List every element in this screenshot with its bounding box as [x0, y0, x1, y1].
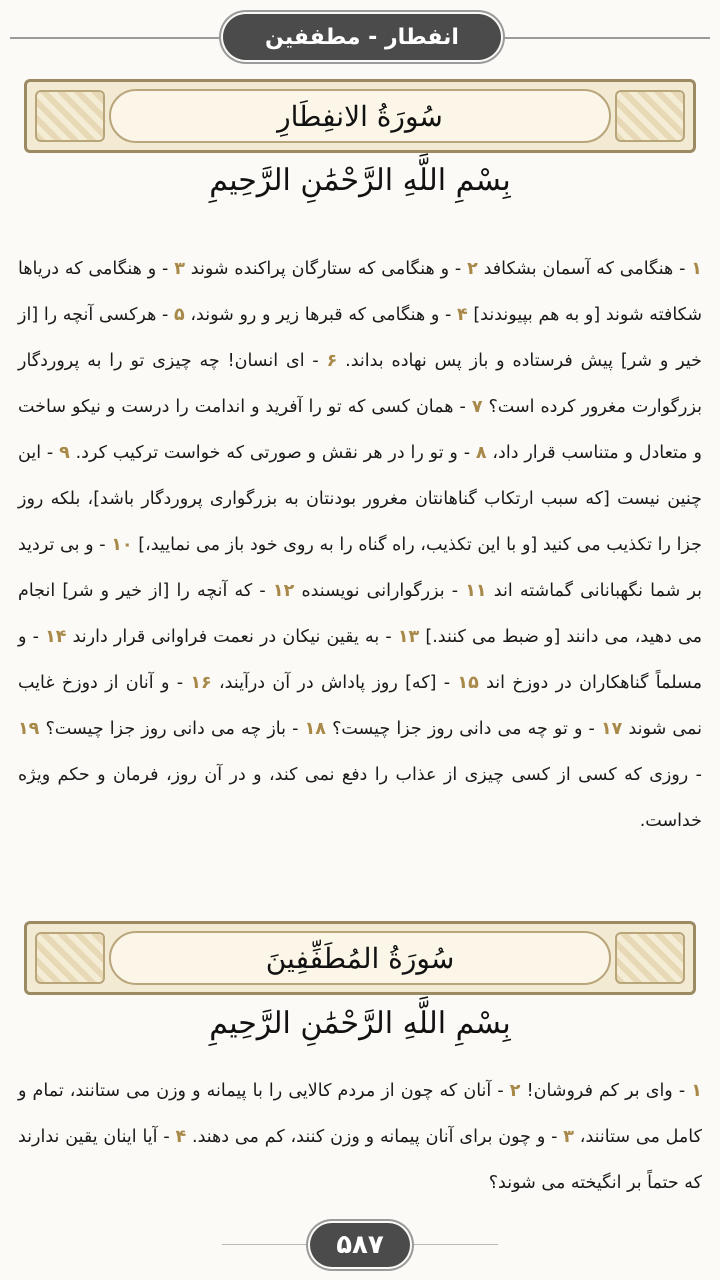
surah-title-cartouche [109, 89, 611, 143]
verse-text: و آنان از دوزخ غایب نمی شوند [18, 673, 702, 739]
verse-number: ۱۲ [272, 581, 295, 601]
verse-number: ۱۸ [304, 719, 326, 739]
verse-text: هرکسی آنچه را [از خیر و شر] پیش فرستاده و باز پس نهاده بداند. [18, 305, 702, 371]
verse-text: و مسلماً گناهکاران در دوزخ اند [18, 627, 702, 693]
verse-number: ۲ [467, 259, 478, 279]
verse-number: ۷ [471, 397, 483, 417]
verse-text: بزرگوارانی نویسنده [301, 581, 445, 601]
page-title: انفطار - مطففین [265, 24, 459, 50]
surah-header-frame [24, 79, 696, 153]
footer-rule-right [414, 1244, 498, 1245]
verse-text: و تو چه می دانی روز جزا چیست؟ [332, 719, 583, 739]
verse-text: آیا اینان یقین ندارند که حتماً بر انگیخته می شوند؟ [18, 1127, 702, 1193]
verse-number: ۵ [173, 305, 185, 325]
surah-title: سُورَةُ الانفِطَارِ [277, 99, 443, 133]
verse-text: و بی تردید بر شما نگهبانانی گماشته اند [18, 535, 702, 601]
verse-number: ۱۵ [457, 673, 479, 693]
verse-text: و چون برای آنان پیمانه و وزن کنند، کم می دهند. [192, 1127, 546, 1147]
surah-text: ۱ - هنگامی که آسمان بشکافد ۲ - و هنگامی که ستارگان پراکنده شوند ۳ - و هنگامی که دریاها شکافته شوند [و به هم بپیوندند] ۴ - و هنگامی که قبرها زیر و رو شوند، ۵ - هرکسی آنچه را [از خیر و شر] پیش فرستاده و باز پس نهاده بداند. ۶ - ای انسان! چه چیزی تو را به پروردگار بزرگوارت مغرور کرده است؟ ۷ - همان کسی که تو را آفرید و اندامت را درست و نیکو ساخت و متعادل و متناسب قرار داد، ۸ - و تو را در هر نقش و صورتی که خواست ترکیب کرد. ۹ - این چنین نیست [که سبب ارتکاب گناهانتان مغرور بودنتان به بزرگواری پروردگار باشد]، بلکه روز جزا را تکذیب می کنید [و با این تکذیب، راه گناه را به روی خود باز می نمایید،] ۱۰ - و بی تردید بر شما نگهبانانی گماشته اند ۱۱ - بزرگوارانی نویسنده ۱۲ - که آنچه را [از خیر و شر] انجام می دهید، می دانند [و ضبط می کنند.] ۱۳ - به یقین نیکان در نعمت فراوانی قرار دارند ۱۴ - و مسلماً گناهکاران در دوزخ اند ۱۵ - [که] روز پاداش در آن درآیند، ۱۶ - و آنان از دوزخ غایب نمی شوند ۱۷ - و تو چه می دانی روز جزا چیست؟ ۱۸ - باز چه می دانی روز جزا چیست؟ ۱۹ - روزی که کسی از کسی چیزی از عذاب را دفع نمی کند، و در آن روز، فرمان و حکم ویژه خداست. [18, 259, 702, 831]
verse-text: آنان که چون از مردم کالایی را با پیمانه و وزن می ستانند، تمام و کامل می ستانند، [18, 1081, 702, 1147]
verse-number: ۱۹ [18, 719, 40, 739]
page-header-badge [223, 14, 501, 60]
verse-number: ۴ [175, 1127, 187, 1147]
ornament-right-icon [615, 90, 685, 142]
verse-number: ۳ [563, 1127, 574, 1147]
verse-text: و هنگامی که دریاها شکافته شوند [و به هم بپیوندند] [18, 259, 702, 325]
verse-number: ۱ [691, 1081, 702, 1101]
verse-number: ۱۱ [465, 581, 487, 601]
verse-text: باز چه می دانی روز جزا چیست؟ [45, 719, 287, 739]
verse-text: [که] روز پاداش در آن درآیند، [219, 673, 437, 693]
verse-number: ۱۴ [45, 627, 67, 647]
header-rule-right [504, 37, 710, 39]
verse-number: ۶ [326, 351, 338, 371]
verse-number: ۹ [59, 443, 70, 463]
ornament-left-icon [35, 90, 105, 142]
verse-text: که آنچه را [از خیر و شر] انجام می دهید، می دانند [و ضبط می کنند.] [18, 581, 702, 647]
verse-number: ۳ [174, 259, 185, 279]
page-number: ۵۸۷ [336, 1230, 384, 1260]
verse-text: و هنگامی که ستارگان پراکنده شوند [190, 259, 450, 279]
verse-number: ۱۳ [397, 627, 420, 647]
verse-number: ۱ [691, 259, 702, 279]
verse-text: و تو را در هر نقش و صورتی که خواست ترکیب کرد. [75, 443, 458, 463]
verse-number: ۸ [475, 443, 487, 463]
verse-text: روزی که کسی از کسی چیزی از عذاب را دفع نمی کند، و در آن روز، فرمان و حکم ویژه خداست. [18, 765, 702, 831]
ornament-right-icon [615, 932, 685, 984]
verse-number: ۱۷ [600, 719, 623, 739]
basmala: بِسْمِ اللَّهِ الرَّحْمَٰنِ الرَّحِيمِ [209, 163, 511, 198]
verse-number: ۱۰ [111, 535, 133, 555]
footer-rule-left [222, 1244, 306, 1245]
verse-text: همان کسی که تو را آفرید و اندامت را درست و نیکو ساخت و متعادل و متناسب قرار داد، [18, 397, 702, 463]
verse-text: به یقین نیکان در نعمت فراوانی قرار دارند [72, 627, 380, 647]
verse-number: ۲ [509, 1081, 521, 1101]
basmala: بِسْمِ اللَّهِ الرَّحْمَٰنِ الرَّحِيمِ [209, 1006, 511, 1041]
verse-number: ۴ [456, 305, 468, 325]
verse-number: ۱۶ [190, 673, 212, 693]
verse-text: هنگامی که آسمان بشکافد [483, 259, 674, 279]
ornament-left-icon [35, 932, 105, 984]
surah-header-frame [24, 921, 696, 995]
verse-text: ای انسان! چه چیزی تو را به پروردگار بزرگوارت مغرور کرده است؟ [18, 351, 702, 417]
verse-text: و هنگامی که قبرها زیر و رو شوند، [190, 305, 440, 325]
surah-title: سُورَةُ المُطَفِّفِينَ [265, 941, 455, 975]
surah-text: ۱ - وای بر کم فروشان! ۲ - آنان که چون از مردم کالایی را با پیمانه و وزن می ستانند، تمام و کامل می ستانند، ۳ - و چون برای آنان پیمانه و وزن کنند، کم می دهند. ۴ - آیا اینان یقین ندارند که حتماً بر انگیخته می شوند؟ [18, 1081, 702, 1193]
verse-text: وای بر کم فروشان! [526, 1081, 673, 1101]
verse-text: این چنین نیست [که سبب ارتکاب گناهانتان مغرور بودنتان به بزرگواری پروردگار باشد]، بلکه روز جزا را تکذیب می کنید [و با این تکذیب، راه گناه را به روی خود باز می نمایید،] [18, 443, 702, 555]
page-number-badge [310, 1223, 410, 1267]
surah-title-cartouche [109, 931, 611, 985]
header-rule-left [10, 37, 220, 39]
